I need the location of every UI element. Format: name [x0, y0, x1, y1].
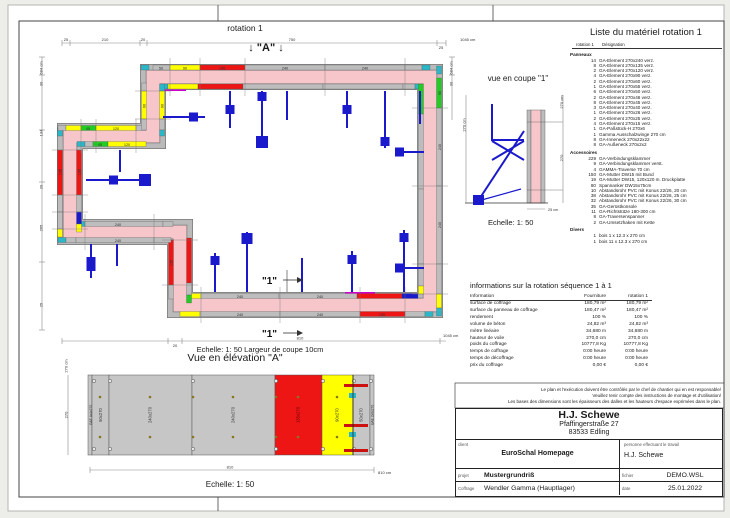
- material-name: GA-Element 270x135 verz.: [599, 62, 655, 68]
- material-name: GA-Mutter DW15, 120x120 m. Druckplatte: [599, 177, 686, 183]
- info-fourniture-value: 34,680 m: [585, 328, 606, 334]
- svg-text:50x270: 50x270: [98, 408, 103, 422]
- material-qty: 4: [593, 121, 596, 127]
- material-name: GA-Element 270x240 verz.: [599, 57, 655, 63]
- svg-text:50x270: 50x270: [358, 408, 364, 422]
- material-name: GA-Element 270x60 verz.: [599, 78, 652, 84]
- svg-text:135x270: 135x270: [295, 406, 301, 424]
- info-fourniture-value: 24,82 m³: [587, 321, 606, 327]
- svg-text:240x270: 240x270: [147, 406, 153, 424]
- material-name: GA-Element 270x55 verz.: [599, 83, 652, 89]
- plan-title: rotation 1: [227, 23, 263, 33]
- material-name: GA-Gerüstkonsole: [599, 203, 637, 209]
- material-qty: 11: [591, 209, 596, 215]
- material-qty: 1: [593, 233, 596, 239]
- info-row: [470, 301, 652, 308]
- svg-text:25: 25: [63, 37, 69, 42]
- material-row: [572, 239, 724, 244]
- material-qty: 19: [590, 177, 596, 183]
- material-qty: 229: [588, 156, 596, 162]
- material-section-divers: Divers: [570, 227, 585, 233]
- project-cell: [456, 469, 620, 481]
- material-name: GA-Element 270x40 verz.: [599, 105, 652, 111]
- material-qty: 14: [590, 57, 596, 63]
- svg-text:810: 810: [226, 464, 234, 470]
- info-rotation1-value: 180,79 m²: [626, 301, 648, 306]
- coupe-title: vue en coupe "1": [487, 74, 549, 83]
- disclaimer-line: Le plan et l'exécution doivent être contrôlés par le chef de chantier qui en est responsable/: [541, 387, 721, 392]
- material-name: GA-Paßstück-H 270x6: [599, 126, 645, 132]
- material-name: GA-Element 270x15 verz.: [599, 121, 652, 127]
- info-label: temps de décoffrage: [470, 356, 514, 362]
- info-rotation1-value: 24,82 m³: [629, 321, 648, 327]
- material-name: GA-Richtstütze 180-300 cm: [599, 209, 656, 215]
- svg-text:240: 240: [438, 221, 442, 229]
- company-city: 83533 Edling: [568, 429, 610, 436]
- material-qty: 4: [593, 73, 596, 79]
- material-section-accessoires: Accessoires: [570, 150, 598, 156]
- svg-text:45: 45: [85, 126, 91, 131]
- info-label: rendement: [470, 314, 493, 320]
- elevation-scale: Echelle: 1: 50: [205, 480, 255, 489]
- info-label: temps de coffrage: [470, 349, 509, 355]
- client-row: [456, 440, 722, 469]
- company-street: Pfaffingerstraße 27: [559, 421, 619, 428]
- material-qty: 1: [593, 83, 596, 89]
- material-qty: 10: [590, 187, 596, 193]
- material-list: [568, 27, 724, 244]
- svg-text:90: 90: [182, 66, 188, 71]
- svg-text:20: 20: [172, 343, 178, 348]
- material-name: GA-Verbindungsklammer verst.: [599, 161, 663, 167]
- client-label: client: [458, 441, 469, 447]
- svg-text:25: 25: [38, 302, 44, 308]
- coffrage-cell: [456, 482, 620, 495]
- elevation-title: Vue en élévation "A": [187, 352, 283, 364]
- svg-text:684 cm: 684 cm: [448, 61, 454, 75]
- file-cell: [620, 469, 722, 481]
- svg-text:30: 30: [448, 81, 454, 87]
- material-qty: 2: [593, 219, 596, 225]
- material-qty: 8: [593, 142, 596, 148]
- material-qty: 1: [593, 126, 596, 132]
- info-col-fourniture: Fourniture: [584, 294, 606, 299]
- material-qty: 1: [593, 131, 596, 137]
- svg-text:"1": "1": [262, 276, 278, 287]
- info-label: prix du coffrage: [470, 363, 503, 369]
- info-col-information: Information: [470, 294, 494, 299]
- project-value: Mustergrundriß: [484, 471, 535, 479]
- material-name: GA-Element 270x46 verz.: [599, 94, 652, 100]
- info-rotation1-value: 0,00 €: [634, 363, 648, 369]
- material-name: Gamma Ausschalzwinge 270 cm: [599, 131, 666, 137]
- rotation-info-table: [470, 281, 652, 370]
- svg-text:240: 240: [438, 143, 442, 151]
- section-a-marker: ↓ "A" ↓: [248, 42, 284, 54]
- svg-text:90: 90: [142, 103, 147, 109]
- material-qty: 32: [590, 198, 596, 204]
- material-name: Abstandsrohr PVC mit Konus 22/26, 20 cm: [599, 187, 687, 193]
- material-name: GA-Element 270x90 verz.: [599, 73, 652, 79]
- svg-text:270 cm: 270 cm: [63, 359, 69, 373]
- material-list-header: [572, 42, 722, 49]
- info-label: poids du coffrage: [470, 342, 507, 348]
- svg-text:45: 45: [97, 143, 103, 147]
- material-qty: 8: [593, 62, 596, 68]
- material-name: GA-Element 270x26 verz.: [599, 110, 652, 116]
- svg-text:30: 30: [38, 81, 44, 87]
- info-fourniture-value: 180,79 m²: [584, 301, 606, 306]
- material-rows-divers: [572, 233, 724, 244]
- info-fourniture-value: 0:00 heure: [583, 349, 606, 355]
- material-qty: 35: [590, 203, 596, 209]
- material-qty: 4: [593, 166, 596, 172]
- coupe-scale: Echelle: 1: 50: [488, 218, 534, 227]
- svg-text:135: 135: [77, 168, 82, 176]
- info-label: mètre linéaire: [470, 328, 500, 334]
- client-value: EuroSchal Homepage: [501, 450, 574, 457]
- svg-text:270: 270: [63, 411, 69, 419]
- material-qty: 9: [593, 161, 596, 167]
- info-table-title: informations sur la rotation séquence 1 à 1: [470, 281, 612, 290]
- material-qty: 8: [593, 99, 596, 105]
- info-row: [470, 363, 652, 370]
- material-qty: 150: [588, 171, 596, 177]
- info-table-rows: [470, 301, 652, 370]
- material-name: GA-Element 270x50 verz.: [599, 89, 652, 95]
- project-row: [456, 469, 722, 482]
- material-name: GA-Umsetzhaken mit Kette: [599, 219, 655, 225]
- material-name: GA-Element 270x45 verz.: [599, 99, 652, 105]
- svg-text:25: 25: [438, 45, 444, 50]
- material-name: Abstandsrohr PVC mit Konus 22/26, 30 cm: [599, 198, 687, 204]
- date-value: 25.01.2022: [667, 485, 703, 492]
- info-fourniture-value: 180,47 m²: [584, 307, 606, 313]
- svg-text:240x270: 240x270: [230, 406, 236, 424]
- info-fourniture-value: 0:00 heure: [583, 356, 606, 362]
- svg-text:240: 240: [316, 295, 324, 299]
- worker-label: personne effectuant le travail: [624, 442, 680, 447]
- company-section: [456, 409, 722, 440]
- info-rotation1-value: 34,680 m: [627, 328, 648, 334]
- info-label: volume de béton: [470, 321, 506, 327]
- svg-text:270: 270: [559, 154, 564, 162]
- material-list-title: Liste du matériel rotation 1: [590, 27, 702, 38]
- material-row: [572, 142, 724, 147]
- material-rows-panneaux: [572, 58, 724, 148]
- svg-text:20: 20: [140, 37, 146, 42]
- coffrage-label: Coffrage: [458, 486, 475, 491]
- disclaimer-line: Les bases des dimensions sont les épaisseurs des dalles et les hauteurs d'espace exprimées dans le plan.: [508, 399, 721, 405]
- material-name: GA-Inneneck 270x22x22: [599, 136, 650, 142]
- info-col-rotation1: rotation 1: [627, 294, 648, 299]
- material-qty: 3: [593, 105, 596, 111]
- svg-text:GAE 2x6x270: GAE 2x6x270: [370, 404, 375, 426]
- material-name: GA-Außeneck 270x2x2: [599, 142, 647, 148]
- info-rotation1-value: 180,47 m²: [626, 307, 648, 313]
- svg-text:240: 240: [114, 223, 122, 227]
- info-rotation1-value: 10777,8 Kg: [623, 342, 648, 348]
- material-name: GA-Mutter DW15 mit Bund: [599, 171, 654, 177]
- svg-text:120: 120: [112, 126, 120, 131]
- info-fourniture-value: 0,00 €: [592, 363, 606, 369]
- svg-text:684 cm: 684 cm: [38, 61, 44, 75]
- svg-text:25 cm: 25 cm: [548, 208, 559, 212]
- svg-text:1045 cm: 1045 cm: [460, 37, 476, 42]
- material-qty: 6: [593, 89, 596, 95]
- svg-text:134: 134: [38, 129, 44, 137]
- material-name: Spannanker DW15x75cm: [599, 182, 652, 188]
- material-name: GAMMA-Traverse 70 cm: [599, 166, 650, 172]
- material-name: bois 1 x 12.3 x 270 cm: [599, 233, 645, 239]
- info-row: [470, 315, 652, 322]
- svg-text:GAE 4x4x270: GAE 4x4x270: [89, 404, 93, 426]
- svg-text:240: 240: [114, 238, 122, 243]
- material-col-name: Désignation: [602, 42, 625, 47]
- svg-text:240: 240: [236, 313, 244, 317]
- project-label: projet: [458, 472, 469, 478]
- disclaimer: [440, 387, 721, 406]
- info-label: surface de coffrage: [470, 301, 511, 306]
- material-rows-accessoires: [572, 156, 724, 225]
- svg-text:135: 135: [169, 259, 174, 267]
- svg-text:90x270: 90x270: [334, 408, 340, 422]
- svg-text:270 cm: 270 cm: [559, 95, 564, 109]
- material-qty: 2: [593, 78, 596, 84]
- info-rotation1-value: 270,0 cm: [628, 335, 648, 341]
- info-fourniture-value: 10777,8 Kg: [581, 342, 606, 348]
- svg-text:"1": "1": [262, 329, 278, 340]
- svg-text:90: 90: [438, 90, 442, 96]
- material-qty: 1: [593, 238, 596, 244]
- svg-text:270 cm: 270 cm: [461, 118, 467, 132]
- date-cell: [620, 482, 722, 495]
- info-fourniture-value: 270,0 cm: [586, 335, 606, 341]
- info-row: [470, 329, 652, 336]
- material-section-panneaux: Panneaux: [570, 51, 592, 57]
- svg-text:810 cm: 810 cm: [378, 470, 392, 475]
- material-name: GA-Verbindungsklammer: [599, 156, 651, 162]
- material-qty: 38: [590, 193, 596, 199]
- title-block: [455, 408, 723, 497]
- info-fourniture-value: 100 %: [592, 314, 606, 320]
- info-label: hauteur de voile: [470, 335, 505, 341]
- svg-text:120: 120: [123, 143, 131, 147]
- svg-text:240: 240: [281, 66, 289, 71]
- svg-text:135: 135: [378, 313, 386, 317]
- svg-text:240: 240: [316, 313, 324, 317]
- material-name: bois 11 x 12.3 x 270 cm: [599, 238, 648, 244]
- worker-value: H.J. Schewe: [624, 452, 664, 459]
- material-qty: 1: [593, 110, 596, 116]
- info-rotation1-value: 100 %: [634, 314, 648, 320]
- material-qty: 8: [593, 136, 596, 142]
- material-row: [572, 220, 724, 225]
- info-row: [470, 322, 652, 329]
- info-label: surface du panneau de coffrage: [470, 307, 538, 313]
- info-rotation1-value: 0:00 heure: [625, 356, 648, 362]
- date-label: date: [622, 486, 631, 491]
- svg-text:750: 750: [288, 37, 296, 42]
- material-qty: 8: [593, 214, 596, 220]
- material-col-qty: rotation 1: [576, 42, 594, 47]
- info-rotation1-value: 0:00 heure: [625, 349, 648, 355]
- info-table-header: [470, 294, 652, 301]
- info-row: [470, 308, 652, 315]
- worker-cell: [620, 440, 722, 468]
- disclaimer-line: Veuillez tenir compte des instructions de montage et d'utilisation/: [592, 393, 721, 399]
- svg-text:810: 810: [296, 335, 304, 341]
- svg-text:135: 135: [218, 66, 226, 71]
- svg-text:135: 135: [58, 168, 63, 176]
- material-name: GA-Traversenspanner: [599, 214, 645, 220]
- svg-text:50: 50: [158, 66, 164, 71]
- file-value: DEMO.WSL: [666, 471, 704, 479]
- material-name: GA-Element 270x25 verz.: [599, 115, 652, 121]
- material-name: Abstandsrohr PVC mit Konus 22/26, 25 cm: [599, 193, 687, 199]
- material-qty: 2: [593, 94, 596, 100]
- coffrage-row: [456, 482, 722, 495]
- material-qty: 2: [593, 115, 596, 121]
- coffrage-value: Wendler Gamma (Hauptlager): [484, 485, 575, 492]
- svg-text:240: 240: [236, 295, 244, 299]
- svg-text:1045 cm: 1045 cm: [443, 333, 459, 338]
- svg-text:90: 90: [160, 103, 165, 109]
- company-name: H.J. Schewe: [558, 409, 620, 421]
- svg-text:210: 210: [101, 37, 109, 42]
- file-label: fichier: [622, 472, 634, 478]
- svg-text:20: 20: [38, 184, 44, 190]
- elevation-scale-note: Echelle: 1: 50 Largeur de coupe 10cm: [196, 345, 324, 354]
- material-qty: 2: [593, 68, 596, 74]
- material-name: GA-Element 270x120 verz.: [599, 68, 655, 74]
- material-qty: 80: [590, 182, 596, 188]
- svg-text:265: 265: [38, 224, 44, 232]
- client-cell: [456, 440, 620, 468]
- svg-text:240: 240: [361, 66, 369, 71]
